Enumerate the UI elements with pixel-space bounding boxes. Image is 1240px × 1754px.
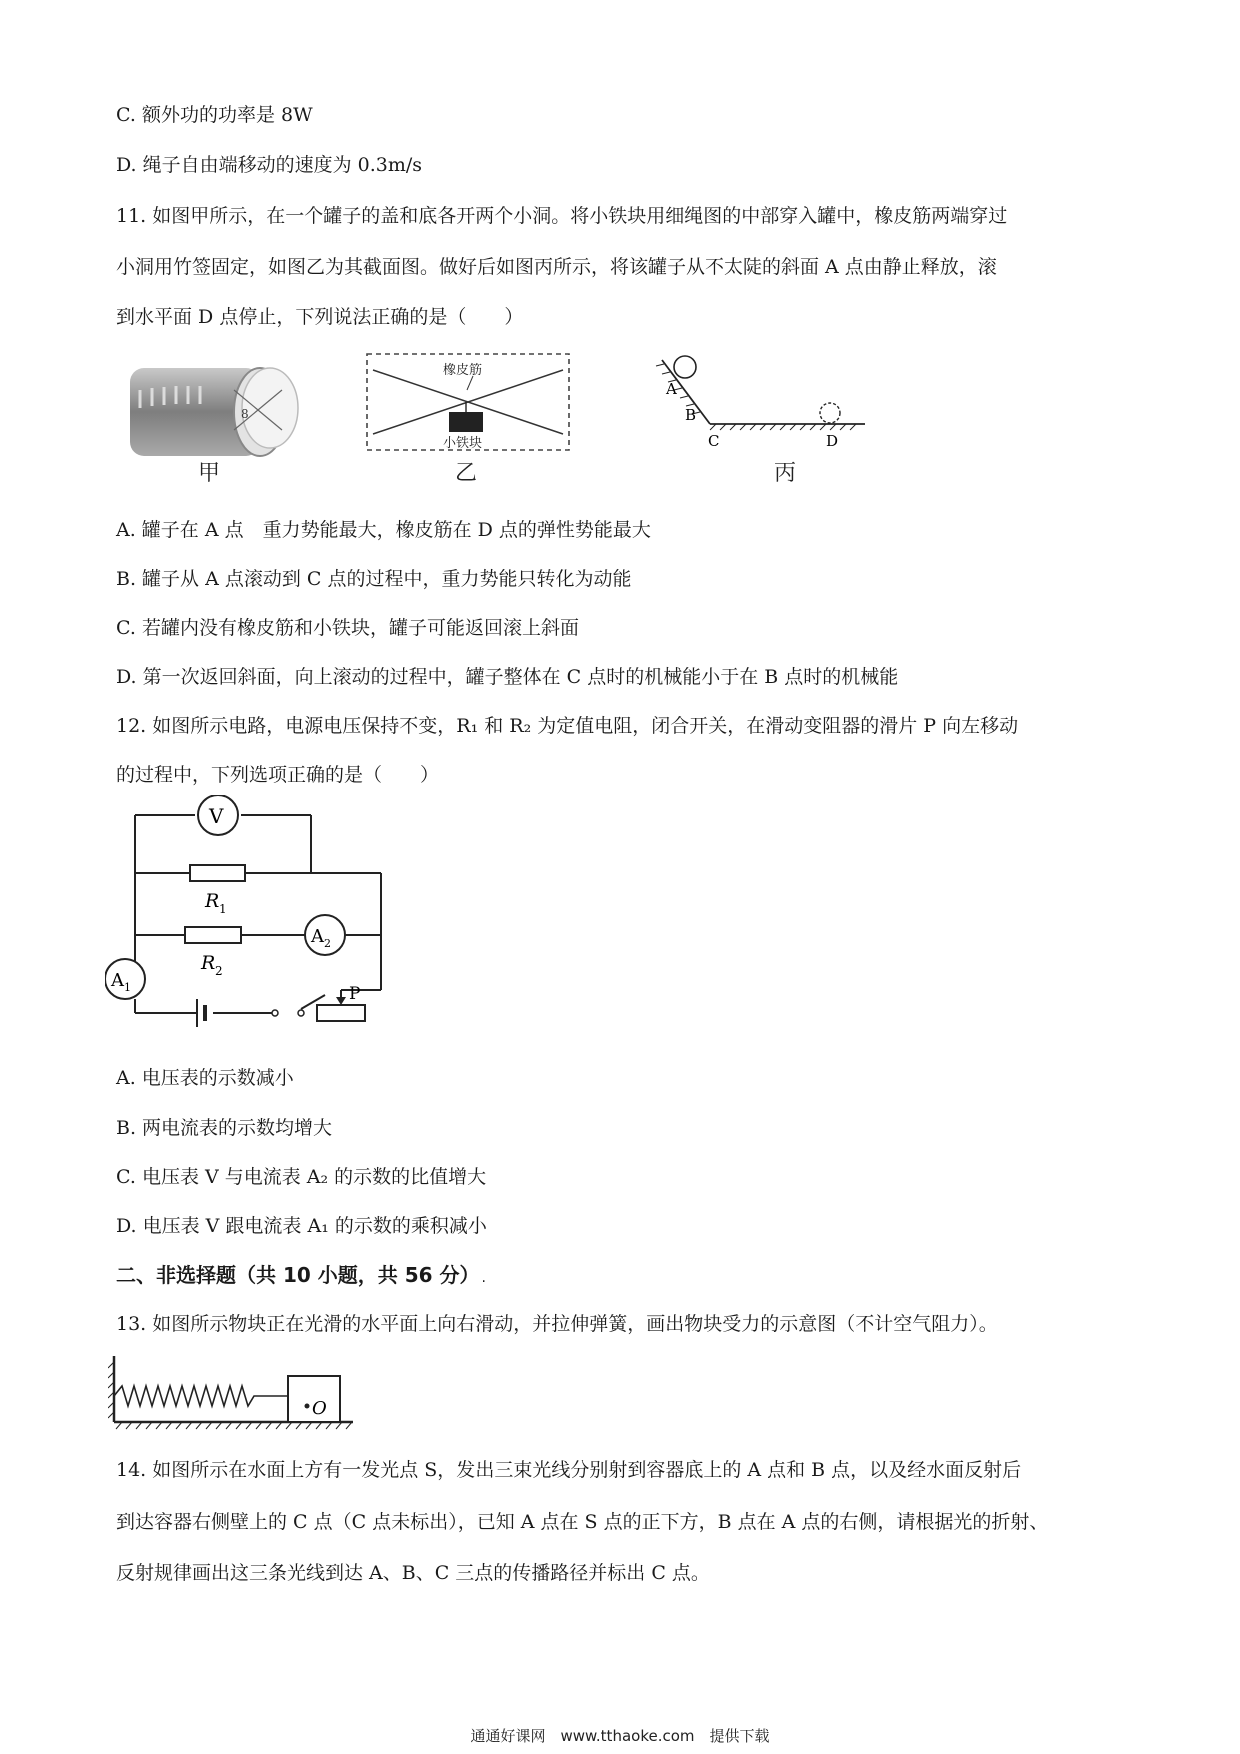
figure-circuit <box>105 795 425 1035</box>
ammeter-a1-label: A <box>111 970 124 991</box>
figure-jia-can <box>122 360 302 470</box>
q11-stem-line2: 小洞用竹签固定，如图乙为其截面图。做好后如图丙所示，将该罐子从不太陡的斜面 A 点由静止释放，滚 <box>116 256 997 278</box>
q11-stem-line1: 11. 如图甲所示，在一个罐子的盖和底各开两个小洞。将小铁块用细绳图的中部穿入罐中，橡皮筋两端穿过 <box>116 205 1008 227</box>
figure-bing-caption: 丙 <box>774 461 797 486</box>
q12-option-d: D. 电压表 V 跟电流表 A₁ 的示数的乘积减小 <box>116 1215 487 1237</box>
r2-subscript: 2 <box>215 964 223 978</box>
page-footer: 通通好课网 www.tthaoke.com 提供下载 <box>470 1727 770 1745</box>
point-c-label: C <box>708 432 720 450</box>
point-d-label: D <box>826 432 839 450</box>
block-center-label: O <box>312 1398 327 1419</box>
q11-option-c: C. 若罐内没有橡皮筋和小铁块，罐子可能返回滚上斜面 <box>116 617 579 639</box>
q12-option-a: A. 电压表的示数减小 <box>116 1067 294 1089</box>
slider-p-label: P <box>349 984 361 1004</box>
q12-stem-line2: 的过程中，下列选项正确的是（ ） <box>116 764 440 786</box>
q11-option-b: B. 罐子从 A 点滚动到 C 点的过程中，重力势能只转化为动能 <box>116 568 632 590</box>
figure-spring-block <box>108 1352 358 1434</box>
figure-jia-caption: 甲 <box>198 461 221 486</box>
q10-option-d: D. 绳子自由端移动的速度为 0.3m/s <box>116 154 423 176</box>
q14-stem-line3: 反射规律画出这三条光线到达 A、B、C 三点的传播路径并标出 C 点。 <box>116 1562 710 1584</box>
ammeter-a2-label: A <box>311 926 324 947</box>
iron-block-label: 小铁块 <box>443 436 483 451</box>
q12-option-b: B. 两电流表的示数均增大 <box>116 1117 333 1139</box>
q13-stem: 13. 如图所示物块正在光滑的水平面上向右滑动，并拉伸弹簧，画出物块受力的示意图（不计空气阻力）。 <box>116 1313 998 1335</box>
point-b-label: B <box>685 406 697 424</box>
section-heading-dot: . <box>481 1270 486 1286</box>
r1-subscript: 1 <box>219 902 227 916</box>
ammeter-a1-subscript: 1 <box>124 981 131 994</box>
point-a-label: A <box>666 380 677 398</box>
section-heading <box>116 1262 486 1291</box>
figure-yi-caption: 乙 <box>455 461 478 486</box>
r2-label: R <box>201 952 216 974</box>
q11-option-d: D. 第一次返回斜面，向上滚动的过程中，罐子整体在 C 点时的机械能小于在 B 点时的机械能 <box>116 666 899 688</box>
q11-option-a: A. 罐子在 A 点 重力势能最大，橡皮筋在 D 点的弹性势能最大 <box>116 519 651 541</box>
figure-jia-number: 8 <box>241 407 249 421</box>
voltmeter-label: V <box>209 804 224 828</box>
figure-yi-cross-section <box>365 352 575 457</box>
q12-stem-line1: 12. 如图所示电路，电源电压保持不变，R₁ 和 R₂ 为定值电阻，闭合开关，在滑动变阻器的滑片 P 向左移动 <box>116 715 1019 737</box>
section-heading-text: 二、非选择题（共 10 小题，共 56 分） <box>116 1263 480 1287</box>
r1-label: R <box>205 890 220 912</box>
figure-bing-slope <box>650 350 880 460</box>
rubber-band-label: 橡皮筋 <box>443 363 483 378</box>
q14-stem-line2: 到达容器右侧壁上的 C 点（C 点未标出），已知 A 点在 S 点的正下方，B 点在 A 点的右侧，请根据光的折射、 <box>116 1511 1049 1533</box>
q10-option-c: C. 额外功的功率是 8W <box>116 104 313 126</box>
q14-stem-line1: 14. 如图所示在水面上方有一发光点 S，发出三束光线分别射到容器底上的 A 点和 B 点，以及经水面反射后 <box>116 1459 1022 1481</box>
q11-stem-line3: 到水平面 D 点停止，下列说法正确的是（ ） <box>116 306 524 328</box>
q12-option-c: C. 电压表 V 与电流表 A₂ 的示数的比值增大 <box>116 1166 487 1188</box>
ammeter-a2-subscript: 2 <box>324 937 331 950</box>
